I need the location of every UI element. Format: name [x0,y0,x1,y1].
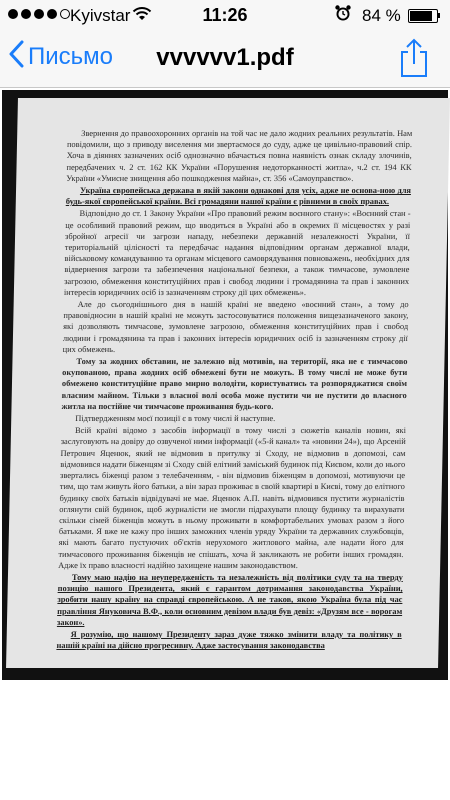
document-paragraph: Тому за жодних обставин, не залежно від мотивів, на території, яка не є тимчасово окупованою, права жодних осіб обмежені бути не можуть. В тому числі не може бути обмежено конституційне право мирно володіти, користуватись та розпоряджатися своїм власним майном. Тільки з власної волі особа може пустити чи не пустити до власного житла на постійне чи тимчасове проживання будь-кого. [61,357,408,411]
document-paragraph: Звернення до правоохоронних органів на той час не дало жодних реальних результатів. Нам повідомили, що з приводу виселення ми звертаємося до суду, адже це цивільно-правовий спір. Хоча в діяннях зазначених осіб однозначно вбачається повна наявність ознак складу злочинів, передбачених ч. 2 ст. 162 КК України «Порушення недоторканності житла», ч.2 ст. 194 КК України «Умисне знищення або пошкодження майна», ст. 356 «Самоуправство». [66,129,413,183]
scanned-page [2,90,448,686]
status-bar [0,0,450,30]
alarm-icon [334,4,352,27]
document-paragraph: Підтвердженням моєї позиції є в тому числі й наступне. [75,414,276,424]
document-paragraph: Але до сьогоднішнього дня в нашій країні не введено «воєнний стан», а тому до правовідносин в нашій країні не можуть застосовуватися положення вищезазначеного закону, які дозволяють тимчасове, зумовлене загрозою, обмеження конституційних прав і свобод людини і громадянина та прав і законних інтересів юридичних осіб із зазначенням строку дії цих обмежень. [62,300,409,354]
battery-percentage: 84 % [362,6,401,25]
back-button-label: Письмо [28,43,114,70]
viewer-bottom-space [0,680,450,800]
document-paragraph: Україна європейська держава в якій закони однакові для усіх, адже не основа-ною для будь-якої європейської країни. Всі громадяни нашої країни є рівними в своїх правах. [65,186,412,207]
share-icon[interactable] [398,38,430,78]
document-paragraph: Тому маю надію на неупередженість та незалежність від політики суду та на тверду позицію нашого Президента, який є гарантом дотримання законодавства України, зробити нашу країну на справді європейською. А не таков, якою Україна була під час правління Януковича В.Ф., коли основним девізом влади був девіз: «Друзям все - ворогам закон». [56,572,404,627]
document-paragraph: Я розумію, що нашому Президенту зараз дуже тяжко змінити владу та політику в нашій країні на дійсно прогресивну. Адже застосування законодавства [56,629,402,651]
paper-sheet [6,98,450,668]
navigation-bar [0,30,450,88]
battery-level-fill [410,11,432,21]
document-paragraph: Відповідно до ст. 1 Закону України «Про правовий режим воєнного стану»: «Воєнний стан - це особливий правовий режим, що вводиться в Україні або в окремих її місцевостях у разі збройної агресії чи загрози нападу, небезпеки державній незалежності України, її територіальній цілісності та передбачає надання відповідним органам державної влади, військовому командуванню та органам місцевого самоврядування повноважень, необхідних для відвернення загрози та забезпечення національної безпеки, а також тимчасове, зумовлене загрозою, обмеження конституційних прав і свобод людини і громадянина та прав і законних інтересів юридичних осіб із зазначенням строку дії цих обмежень». [63,209,411,297]
document-title: vvvvvv1.pdf [156,44,294,71]
clock: 11:26 [202,5,248,25]
document-text [56,128,412,652]
battery-tip [438,13,440,18]
battery-icon [408,9,438,23]
document-paragraph: Всій країні відомо з засобів інформації в тому числі з сюжетів каналів новин, які заслуговують на довіру до озвученої ними інформації («5-й канал» та «новини 24»), що Арсеній Петрович Яценюк, який не відмовив в притулку зі Сходу, не відмовив в допомозі, сам відмовився надати біженцям зі Сходу свій елітний заміський будинок під Києвом, коли до нього звертались біженці разом з телебаченням, - він відмовив біженцям в допомозі, мотивуючи це тим, що там живуть його батьки, а він зараз проживає в своїй квартирі в Києві, тому до елітного будинку своїх батьків відвідувачі не мае. Яценюк А.П. навіть відмовився пустити журналістів оглянути свій будинок, щоб журналісти не змогли підрахувати площу будинку та вирахувати скільки сімей біженців можуть в ньому проживати в комфортабельних умовах разом з його батьками. Я вже не кажу про інших заможних членів уряду України та державних службовців, які мають багато пустуючих об'єктів нерухомого житлового майна, але надати його для тимчасового проживання біженців не спішать, хоча й закликають не робити інших громадян. Адже їх право власності надійно захищене нашим законодавством. [58,426,407,570]
carrier-name: Kyivstar [70,6,131,25]
